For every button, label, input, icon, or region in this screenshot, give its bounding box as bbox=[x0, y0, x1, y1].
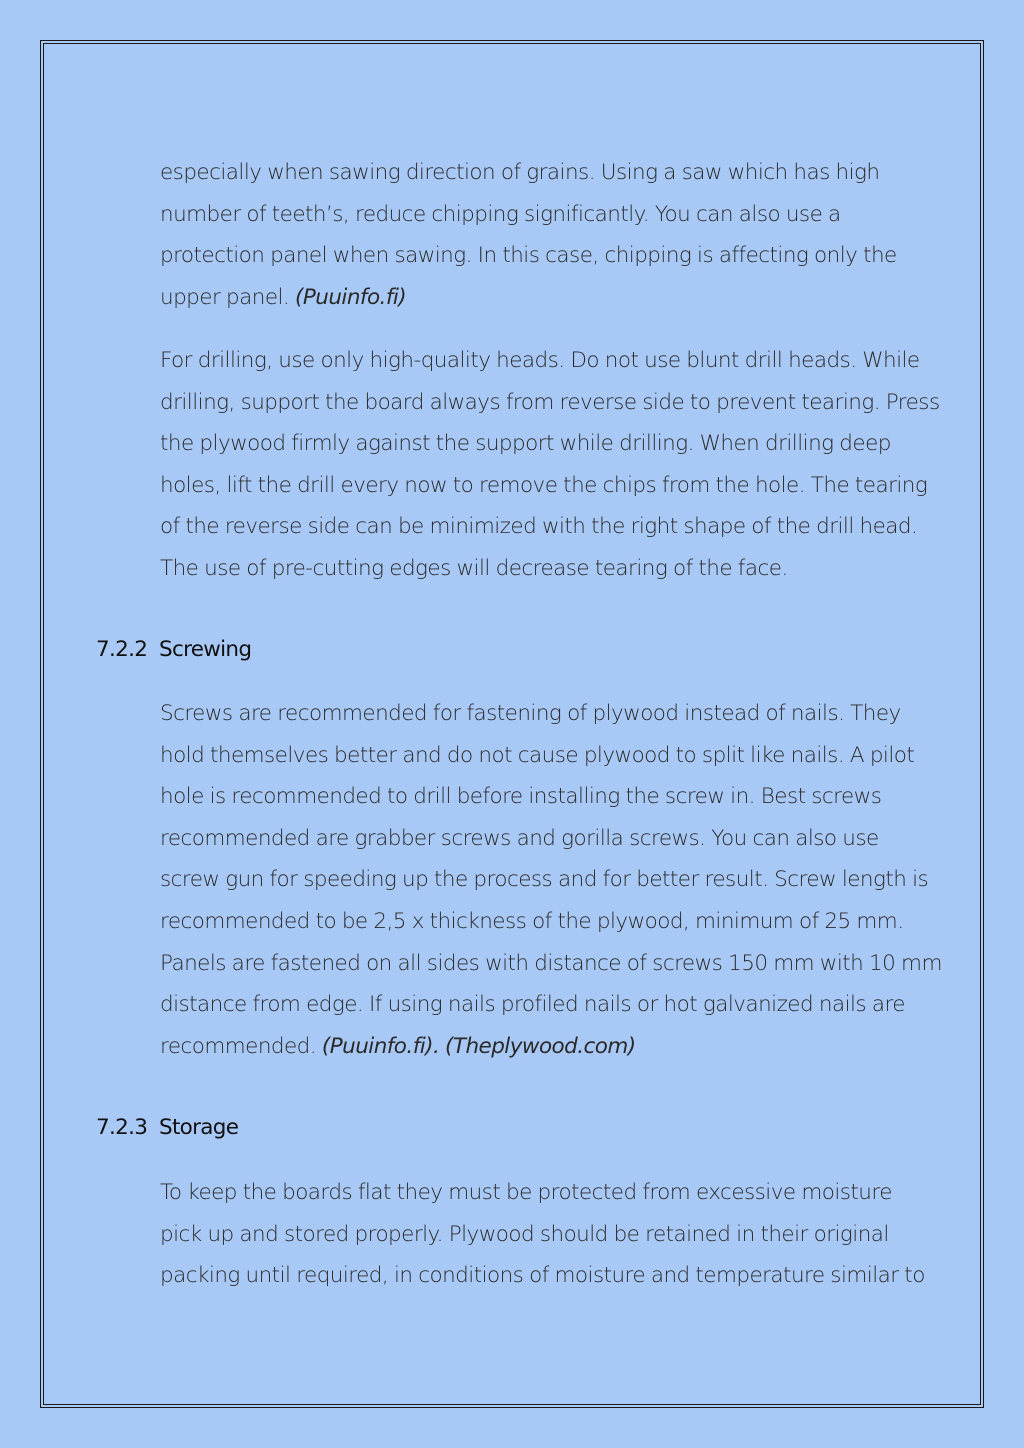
citation: (Puuinfo.fi) bbox=[295, 284, 407, 310]
paragraph-text: upper panel. bbox=[160, 284, 290, 310]
paragraph-line: recommended to be 2,5 x thickness of the plywood, minimum of 25 mm. bbox=[160, 908, 904, 934]
paragraph-line: The use of pre-cutting edges will decrease tearing of the face. bbox=[160, 555, 788, 581]
paragraph-line: especially when sawing direction of grains. Using a saw which has high bbox=[160, 160, 880, 185]
paragraph-line: hold themselves better and do not cause plywood to split like nails. A pilot bbox=[160, 742, 915, 768]
paragraph-line: Screws are recommended for fastening of plywood instead of nails. They bbox=[160, 701, 901, 726]
paragraph-line bbox=[160, 1026, 940, 1068]
paragraph-line: drilling, support the board always from reverse side to prevent tearing. Press bbox=[160, 389, 940, 415]
paragraph-line: Panels are fastened on all sides with distance of screws 150 mm with 10 mm bbox=[160, 950, 942, 976]
paragraph-line bbox=[160, 277, 940, 319]
paragraph-line: hole is recommended to drill before installing the screw in. Best screws bbox=[160, 784, 882, 810]
section-heading-storage bbox=[96, 1115, 238, 1140]
paragraph-line: For drilling, use only high-quality heads. Do not use blunt drill heads. While bbox=[160, 348, 920, 373]
paragraph-text: recommended. bbox=[160, 1033, 317, 1059]
paragraph-line: screw gun for speeding up the process and for better result. Screw length is bbox=[160, 867, 929, 893]
paragraph-line: packing until required, in conditions of moisture and temperature similar to bbox=[160, 1263, 925, 1289]
paragraph-screwing bbox=[160, 693, 940, 1067]
citation: (Puuinfo.fi). (Theplywood.com) bbox=[321, 1033, 636, 1059]
paragraph-line: recommended are grabber screws and gorilla screws. You can also use bbox=[160, 825, 879, 851]
section-number: 7.2.2 bbox=[96, 637, 148, 662]
paragraph-line: number of teeth’s, reduce chipping significantly. You can also use a bbox=[160, 201, 841, 227]
paragraph-line: protection panel when sawing. In this case, chipping is affecting only the bbox=[160, 243, 897, 269]
section-number: 7.2.3 bbox=[96, 1115, 148, 1140]
paragraph-storage bbox=[160, 1172, 940, 1297]
paragraph-line: distance from edge. If using nails profiled nails or hot galvanized nails are bbox=[160, 992, 905, 1018]
paragraph-line: the plywood firmly against the support while drilling. When drilling deep bbox=[160, 431, 891, 457]
paragraph-line: To keep the boards flat they must be protected from excessive moisture bbox=[160, 1180, 892, 1205]
paragraph-line: of the reverse side can be minimized with the right shape of the drill head. bbox=[160, 514, 918, 540]
paragraph-sawing bbox=[160, 152, 940, 318]
section-title: Screwing bbox=[159, 637, 252, 662]
section-title: Storage bbox=[159, 1115, 239, 1140]
section-heading-screwing bbox=[96, 637, 251, 662]
paragraph-line: pick up and stored properly. Plywood should be retained in their original bbox=[160, 1221, 889, 1247]
paragraph-line: holes, lift the drill every now to remove the chips from the hole. The tearing bbox=[160, 472, 928, 498]
paragraph-drilling bbox=[160, 340, 940, 590]
